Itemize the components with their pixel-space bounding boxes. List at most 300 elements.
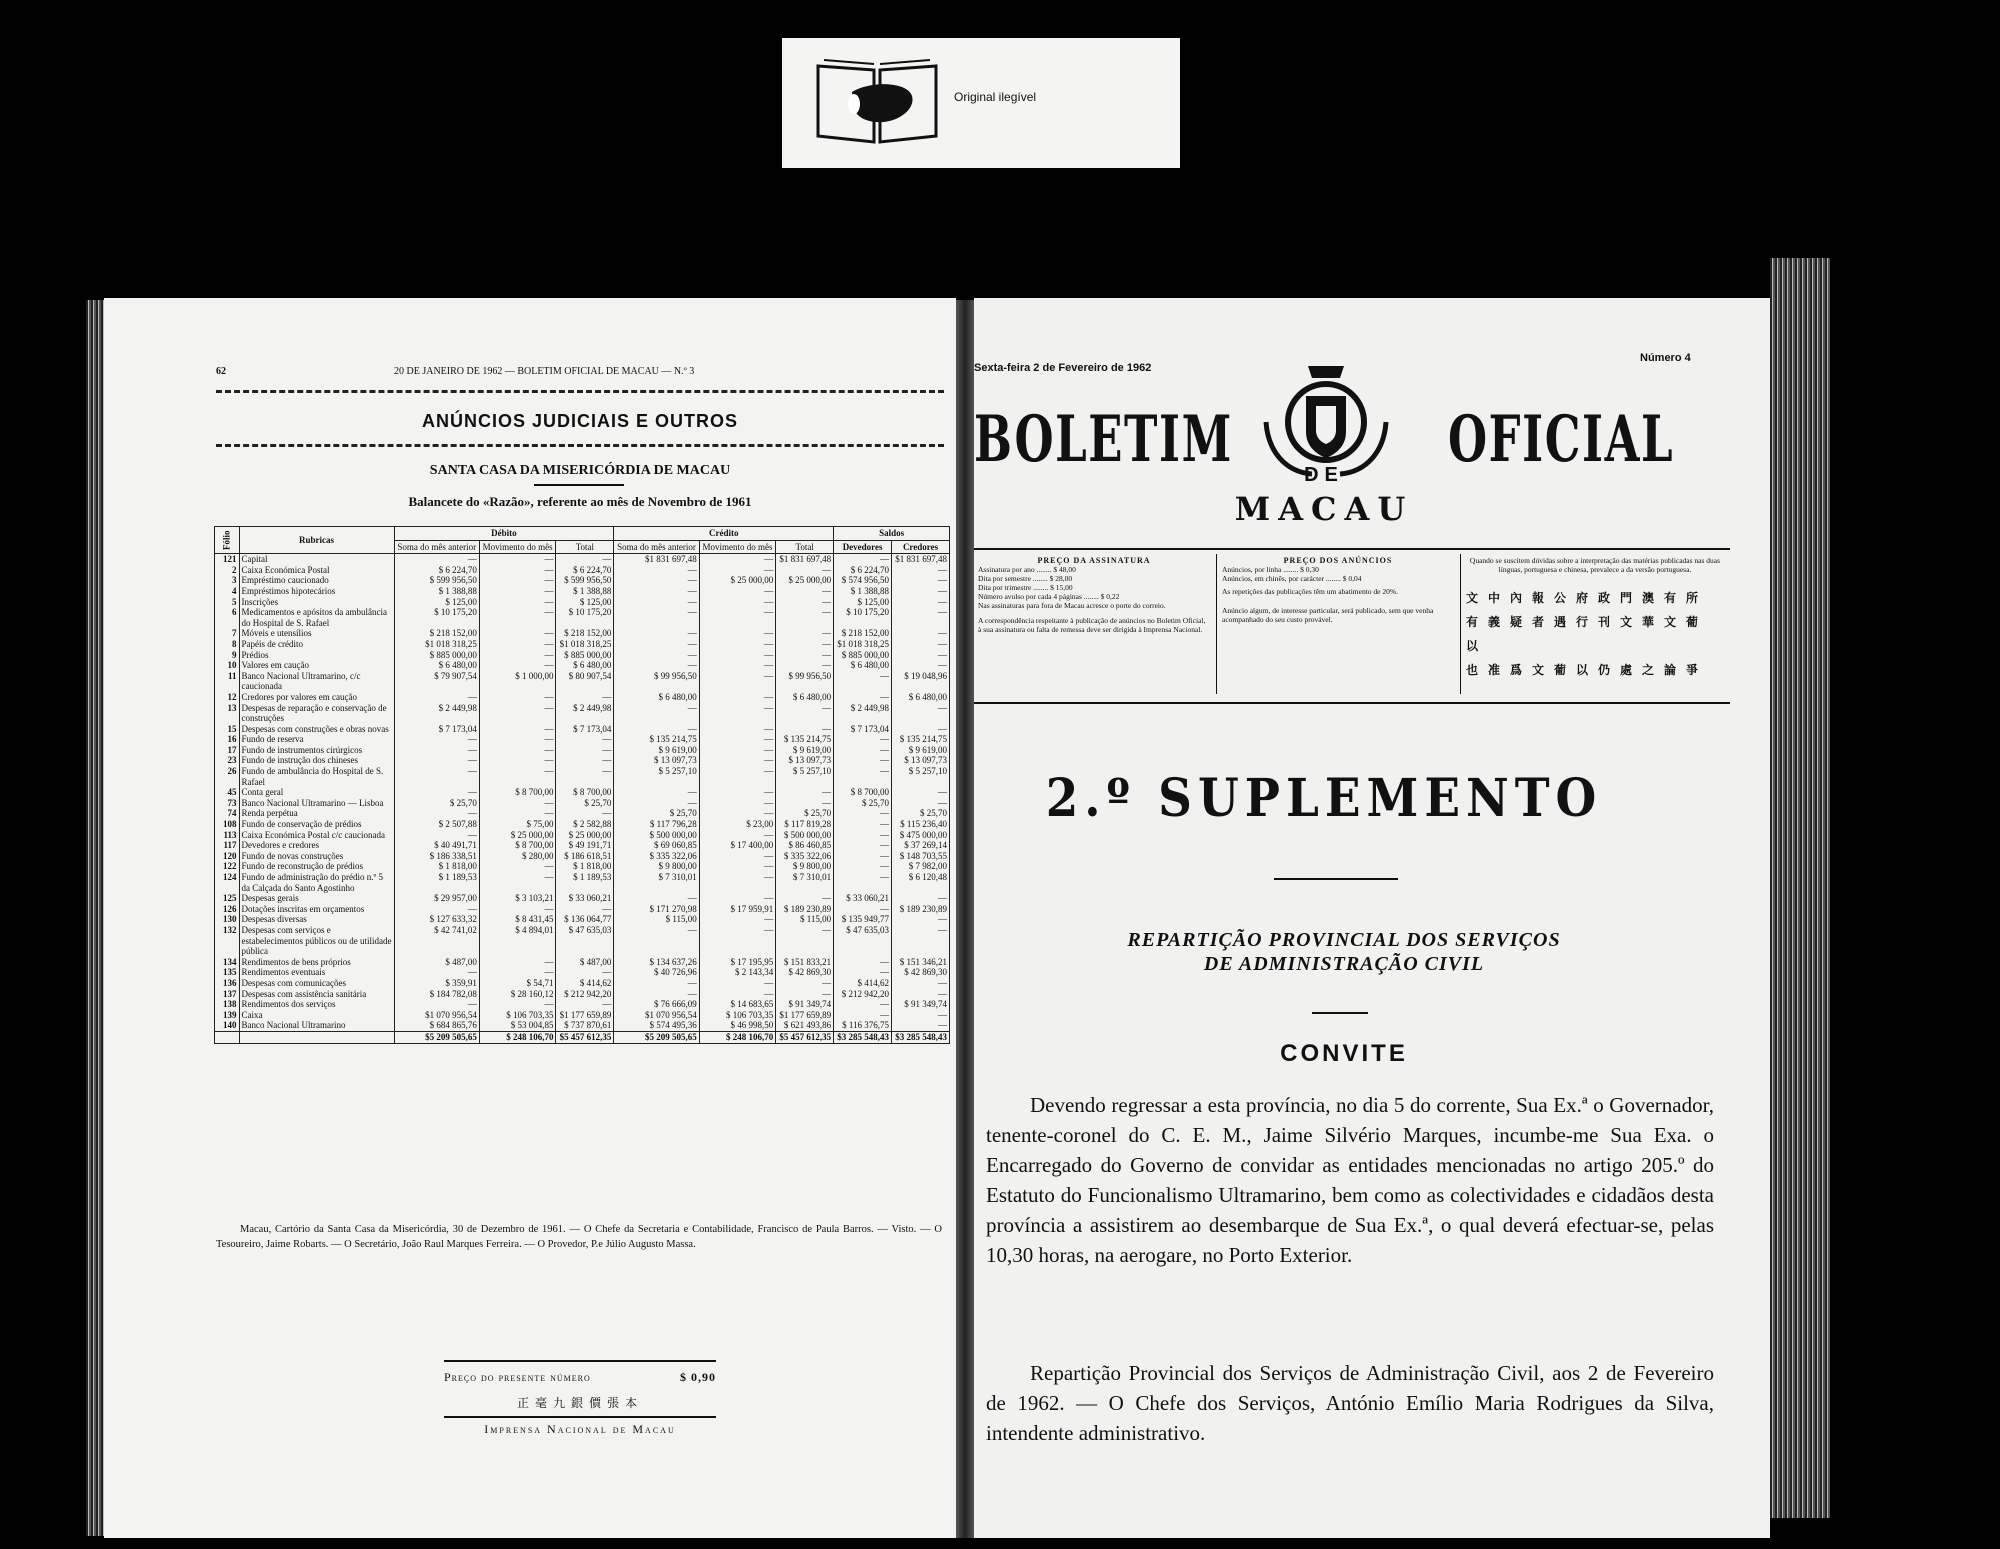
table-row <box>215 597 950 608</box>
info-divider <box>1460 554 1461 694</box>
amount-cell: — <box>394 766 479 787</box>
amount-cell: — <box>394 830 479 841</box>
amount-cell: — <box>394 755 479 766</box>
amount-cell: $ 33 060,21 <box>834 893 892 904</box>
amount-cell: $ 599 956,50 <box>394 575 479 586</box>
table-row <box>215 692 950 703</box>
amount-cell: $ 1 818,00 <box>556 861 614 872</box>
table-row <box>215 734 950 745</box>
amount-cell: $ 335 322,06 <box>776 851 834 862</box>
amount-cell: — <box>479 597 556 608</box>
amount-cell: $1 018 318,25 <box>834 639 892 650</box>
amount-cell: — <box>479 703 556 724</box>
ads-line: Anúncios, por linha ........ $ 0,30 <box>1222 565 1319 574</box>
amount-cell: $ 737 870,61 <box>556 1020 614 1031</box>
folio-cell: 6 <box>215 607 240 628</box>
supplement-title: 2.º SUPLEMENTO <box>1045 768 1603 829</box>
amount-cell: $ 7 173,04 <box>834 724 892 735</box>
amount-cell: — <box>614 925 699 957</box>
amount-cell: $1 177 659,89 <box>776 1010 834 1021</box>
rubrica-cell: Prédios <box>239 650 394 661</box>
amount-cell: $ 7 173,04 <box>556 724 614 735</box>
amount-cell: $ 9 800,00 <box>776 861 834 872</box>
folio-cell: 130 <box>215 914 240 925</box>
amount-cell: — <box>834 957 892 968</box>
amount-cell: — <box>699 851 776 862</box>
amount-cell: $ 25,70 <box>614 808 699 819</box>
language-notice-box <box>1466 556 1724 682</box>
amount-cell: $ 212 942,20 <box>556 989 614 1000</box>
slip-label: Original ilegível <box>954 90 1037 104</box>
amount-cell: — <box>699 607 776 628</box>
amount-cell: — <box>834 830 892 841</box>
rubrica-cell: Renda perpétua <box>239 808 394 819</box>
col-debito-total: Total <box>556 540 614 554</box>
amount-cell: $ 135 949,77 <box>834 914 892 925</box>
amount-cell: — <box>614 893 699 904</box>
table-row <box>215 628 950 639</box>
open-book-icon <box>812 52 942 148</box>
right-page <box>974 298 1770 1538</box>
amount-cell: — <box>479 639 556 650</box>
amount-cell: $ 136 064,77 <box>556 914 614 925</box>
total-cell: $3 285 548,43 <box>892 1031 950 1043</box>
amount-cell: $ 2 449,98 <box>556 703 614 724</box>
folio-cell: 10 <box>215 660 240 671</box>
amount-cell: — <box>394 808 479 819</box>
folio-cell: 73 <box>215 798 240 809</box>
amount-cell: $ 599 956,50 <box>556 575 614 586</box>
language-notice: Quando se suscitem dúvidas sobre a interpretação das matérias publicadas nas duas línguas, portuguesa e chinesa, prevalece a da versão portuguesa. <box>1469 556 1721 574</box>
amount-cell: $ 6 480,00 <box>892 692 950 703</box>
amount-cell: — <box>834 819 892 830</box>
amount-cell: $ 1 189,53 <box>556 872 614 893</box>
rubrica-cell: Fundo de ambulância do Hospital de S. Rafael <box>239 766 394 787</box>
department-line: DE ADMINISTRAÇÃO CIVIL <box>1203 953 1485 975</box>
ads-price-box <box>1222 556 1454 624</box>
folio-cell: 132 <box>215 925 240 957</box>
subscription-line: A correspondência respeitante à publicação de anúncios no Boletim Oficial, à sua assinatura ou falta de remessa deve ser dirigida à Imprensa Nacional. <box>978 616 1206 634</box>
table-row <box>215 872 950 893</box>
issue-date: Sexta-feira 2 de Fevereiro de 1962 <box>974 362 1152 374</box>
amount-cell: $ 186 338,51 <box>394 851 479 862</box>
amount-cell: — <box>479 808 556 819</box>
amount-cell: — <box>776 787 834 798</box>
total-cell: $3 285 548,43 <box>834 1031 892 1043</box>
rubrica-cell: Fundo de conservação de prédios <box>239 819 394 830</box>
amount-cell: — <box>614 798 699 809</box>
amount-cell: — <box>556 745 614 756</box>
amount-cell: — <box>699 597 776 608</box>
rubrica-cell: Fundo de novas construções <box>239 851 394 862</box>
left-page <box>104 298 956 1538</box>
amount-cell: — <box>834 967 892 978</box>
institution-name: SANTA CASA DA MISERICÓRDIA DE MACAU <box>429 463 731 478</box>
rubrica-cell: Móveis e utensílios <box>239 628 394 639</box>
amount-cell: — <box>776 628 834 639</box>
table-row <box>215 989 950 1000</box>
amount-cell: — <box>556 554 614 565</box>
amount-cell: $ 8 700,00 <box>479 787 556 798</box>
rubrica-cell: Despesas diversas <box>239 914 394 925</box>
amount-cell: — <box>776 703 834 724</box>
folio-cell: 137 <box>215 989 240 1000</box>
folio-cell: 121 <box>215 554 240 565</box>
group-credito: Crédito <box>614 527 834 541</box>
amount-cell: $ 135 214,75 <box>776 734 834 745</box>
rubrica-cell: Empréstimo caucionado <box>239 575 394 586</box>
amount-cell: $ 42 869,30 <box>892 967 950 978</box>
amount-cell: $ 6 480,00 <box>834 660 892 671</box>
amount-cell: $ 117 819,28 <box>776 819 834 830</box>
amount-cell: $ 1 189,53 <box>394 872 479 893</box>
table-row <box>215 607 950 628</box>
running-head: 20 DE JANEIRO DE 1962 — BOLETIM OFICIAL DE MACAU — N.º 3 <box>394 366 695 377</box>
amount-cell: $ 25,70 <box>394 798 479 809</box>
rubrica-cell: Rendimentos de bens próprios <box>239 957 394 968</box>
col-debito-soma: Soma do mês anterior <box>394 540 479 554</box>
amount-cell: — <box>479 904 556 915</box>
total-cell: $5 209 505,65 <box>394 1031 479 1043</box>
amount-cell: $ 6 480,00 <box>776 692 834 703</box>
short-rule <box>534 484 624 486</box>
amount-cell: $ 19 048,96 <box>892 671 950 692</box>
amount-cell: $ 46 998,50 <box>699 1020 776 1031</box>
masthead-de: DE <box>1304 464 1344 486</box>
rubrica-cell: Medicamentos e apósitos da ambulância do Hospital de S. Rafael <box>239 607 394 628</box>
subscription-line: Nas assinaturas para fora de Macau acresce o porte do correio. <box>978 601 1166 610</box>
table-row <box>215 586 950 597</box>
amount-cell: — <box>699 872 776 893</box>
amount-cell: $ 91 349,74 <box>776 999 834 1010</box>
amount-cell: $ 6 480,00 <box>394 660 479 671</box>
amount-cell: — <box>394 554 479 565</box>
amount-cell: — <box>556 808 614 819</box>
folio-cell: 124 <box>215 872 240 893</box>
amount-cell: $ 280,00 <box>479 851 556 862</box>
amount-cell: $ 40 491,71 <box>394 840 479 851</box>
folio-cell: 7 <box>215 628 240 639</box>
folio-cell: 120 <box>215 851 240 862</box>
amount-cell: — <box>479 607 556 628</box>
total-cell: $ 248 106,70 <box>479 1031 556 1043</box>
amount-cell: — <box>892 586 950 597</box>
table-row <box>215 575 950 586</box>
amount-cell: $ 2 449,98 <box>394 703 479 724</box>
folio-cell: 2 <box>215 565 240 576</box>
rubrica-cell: Despesas com construções e obras novas <box>239 724 394 735</box>
amount-cell: — <box>834 692 892 703</box>
folio-cell: 135 <box>215 967 240 978</box>
table-row <box>215 904 950 915</box>
col-rubricas: Rubricas <box>239 527 394 554</box>
rubrica-cell: Caixa <box>239 1010 394 1021</box>
amount-cell: — <box>479 745 556 756</box>
amount-cell: $ 189 230,89 <box>776 904 834 915</box>
folio-cell: 23 <box>215 755 240 766</box>
rubrica-cell: Despesas com assistência sanitária <box>239 989 394 1000</box>
amount-cell: — <box>479 766 556 787</box>
rubrica-cell: Papéis de crédito <box>239 639 394 650</box>
amount-cell: $1 831 697,48 <box>892 554 950 565</box>
amount-cell: $ 885 000,00 <box>394 650 479 661</box>
folio-cell: 5 <box>215 597 240 608</box>
amount-cell: — <box>699 703 776 724</box>
amount-cell: $ 47 635,03 <box>556 925 614 957</box>
amount-cell: $ 29 957,00 <box>394 893 479 904</box>
amount-cell: $ 127 633,32 <box>394 914 479 925</box>
amount-cell: — <box>479 692 556 703</box>
table-footnote: Macau, Cartório da Santa Casa da Misericórdia, 30 de Dezembro de 1961. — O Chefe da Secretaria e Contabilidade, Francisco de Paula Barros. — Visto. — O Tesoureiro, Jaime Robarts. — O Secretário, João Raul Marques Ferreira. — O Provedor, P.e Júlio Augusto Massa. <box>216 1224 942 1250</box>
amount-cell: $ 106 703,35 <box>699 1010 776 1021</box>
amount-cell: — <box>834 745 892 756</box>
amount-cell: $ 42 869,30 <box>776 967 834 978</box>
amount-cell: — <box>892 914 950 925</box>
amount-cell: $ 33 060,21 <box>556 893 614 904</box>
price-label: Preço do presente número <box>444 1370 591 1384</box>
amount-cell: $ 1 388,88 <box>834 586 892 597</box>
amount-cell: — <box>479 755 556 766</box>
price-line <box>444 1370 716 1385</box>
amount-cell: — <box>834 851 892 862</box>
amount-cell: — <box>699 830 776 841</box>
amount-cell: $ 47 635,03 <box>834 925 892 957</box>
amount-cell: $ 49 191,71 <box>556 840 614 851</box>
subscription-line: Número avulso por cada 4 páginas ........ $ 0,22 <box>978 592 1120 601</box>
rubrica-cell: Banco Nacional Ultramarino <box>239 1020 394 1031</box>
amount-cell: — <box>834 808 892 819</box>
amount-cell: $ 75,00 <box>479 819 556 830</box>
amount-cell: — <box>394 692 479 703</box>
amount-cell: $ 8 700,00 <box>556 787 614 798</box>
folio-cell: 108 <box>215 819 240 830</box>
amount-cell: — <box>699 766 776 787</box>
subscription-line: Dita por semestre ........ $ 28,00 <box>978 574 1073 583</box>
amount-cell: — <box>394 745 479 756</box>
amount-cell: $ 2 143,34 <box>699 967 776 978</box>
amount-cell: — <box>892 650 950 661</box>
amount-cell: $ 25,70 <box>892 808 950 819</box>
amount-cell: — <box>892 575 950 586</box>
amount-cell: $ 135 214,75 <box>614 734 699 745</box>
amount-cell: $ 574 956,50 <box>834 575 892 586</box>
amount-cell: — <box>834 766 892 787</box>
amount-cell: — <box>699 565 776 576</box>
amount-cell: — <box>892 597 950 608</box>
amount-cell: $ 335 322,06 <box>614 851 699 862</box>
amount-cell: — <box>479 798 556 809</box>
amount-cell: — <box>776 893 834 904</box>
amount-cell: — <box>892 628 950 639</box>
page-number: 62 <box>216 366 226 377</box>
amount-cell: $ 7 310,01 <box>614 872 699 893</box>
balance-subtitle: Balancete do «Razão», referente ao mês de Novembro de 1961 <box>408 494 752 509</box>
rubrica-cell: Conta geral <box>239 787 394 798</box>
amount-cell: $ 621 493,86 <box>776 1020 834 1031</box>
right-page-edge <box>1770 258 1830 1518</box>
amount-cell: — <box>614 660 699 671</box>
imprint: Imprensa Nacional de Macau <box>484 1422 676 1436</box>
amount-cell: $ 10 175,20 <box>394 607 479 628</box>
amount-cell: $ 414,62 <box>834 978 892 989</box>
amount-cell: $ 218 152,00 <box>394 628 479 639</box>
amount-cell: $ 54,71 <box>479 978 556 989</box>
amount-cell: — <box>614 607 699 628</box>
department-line: REPARTIÇÃO PROVINCIAL DOS SERVIÇOS <box>1127 929 1561 951</box>
ads-title: PREÇO DOS ANÚNCIOS <box>1283 556 1393 565</box>
amount-cell: $ 6 480,00 <box>556 660 614 671</box>
amount-cell: $ 134 637,26 <box>614 957 699 968</box>
folio-cell: 16 <box>215 734 240 745</box>
amount-cell: — <box>614 724 699 735</box>
title-rule <box>1274 878 1398 880</box>
col-credito-total: Total <box>776 540 834 554</box>
price-box-top-rule <box>444 1360 716 1362</box>
dashed-rule-bottom <box>216 444 944 447</box>
amount-cell: $ 25 000,00 <box>479 830 556 841</box>
amount-cell: $ 116 376,75 <box>834 1020 892 1031</box>
rubrica-cell: Banco Nacional Ultramarino, c/c caucionada <box>239 671 394 692</box>
amount-cell: — <box>614 703 699 724</box>
department-name <box>994 928 1694 976</box>
amount-cell: $ 151 833,21 <box>776 957 834 968</box>
rubrica-cell: Dotações inscritas em orçamentos <box>239 904 394 915</box>
amount-cell: — <box>699 586 776 597</box>
group-saldos: Saldos <box>834 527 950 541</box>
amount-cell: $ 125,00 <box>394 597 479 608</box>
language-notice-chinese <box>1466 586 1724 682</box>
amount-cell: — <box>699 808 776 819</box>
amount-cell: — <box>834 840 892 851</box>
rubrica-cell: Valores em caução <box>239 660 394 671</box>
amount-cell: — <box>479 957 556 968</box>
amount-cell: — <box>834 671 892 692</box>
amount-cell: $ 86 460,85 <box>776 840 834 851</box>
amount-cell: $ 1 388,88 <box>394 586 479 597</box>
amount-cell: $ 151 346,21 <box>892 957 950 968</box>
amount-cell: $ 13 097,73 <box>892 755 950 766</box>
signature-paragraph: Repartição Provincial dos Serviços de Administração Civil, aos 2 de Fevereiro de 1962. — O Chefe dos Serviços, António Emílio Maria Rodrigues da Silva, intendente administrativo. <box>986 1361 1714 1445</box>
amount-cell: $ 6 120,48 <box>892 872 950 893</box>
amount-cell: — <box>892 565 950 576</box>
amount-cell: — <box>614 989 699 1000</box>
subscription-title: PREÇO DA ASSINATURA <box>1037 556 1151 565</box>
amount-cell: — <box>556 755 614 766</box>
amount-cell: $ 106 703,35 <box>479 1010 556 1021</box>
amount-cell: — <box>699 650 776 661</box>
amount-cell: — <box>776 586 834 597</box>
amount-cell: $ 17 959,91 <box>699 904 776 915</box>
amount-cell: $ 13 097,73 <box>776 755 834 766</box>
amount-cell: — <box>892 1020 950 1031</box>
folio-cell: 122 <box>215 861 240 872</box>
folio-cell: 15 <box>215 724 240 735</box>
amount-cell: $ 25 000,00 <box>699 575 776 586</box>
amount-cell: $ 23,00 <box>699 819 776 830</box>
rubrica-cell: Devedores e credores <box>239 840 394 851</box>
amount-cell: — <box>479 861 556 872</box>
amount-cell: $ 115,00 <box>776 914 834 925</box>
amount-cell: $ 7 982,00 <box>892 861 950 872</box>
amount-cell: — <box>776 724 834 735</box>
amount-cell: $ 5 257,10 <box>776 766 834 787</box>
amount-cell: $ 13 097,73 <box>614 755 699 766</box>
amount-cell: $1 831 697,48 <box>776 554 834 565</box>
amount-cell: $ 5 257,10 <box>614 766 699 787</box>
rubrica-cell: Fundo de reconstrução de prédios <box>239 861 394 872</box>
amount-cell: — <box>394 787 479 798</box>
illegible-original-slip <box>782 38 1180 168</box>
table-row <box>215 808 950 819</box>
table-row <box>215 766 950 787</box>
amount-cell: $ 487,00 <box>394 957 479 968</box>
amount-cell: — <box>892 787 950 798</box>
amount-cell: — <box>556 734 614 745</box>
folio-cell: 11 <box>215 671 240 692</box>
amount-cell: — <box>614 650 699 661</box>
table-row <box>215 957 950 968</box>
dashed-rule-top <box>216 390 944 393</box>
amount-cell: — <box>834 904 892 915</box>
amount-cell: — <box>556 904 614 915</box>
amount-cell: $ 1 000,00 <box>479 671 556 692</box>
amount-cell: — <box>614 597 699 608</box>
amount-cell: $ 8 431,45 <box>479 914 556 925</box>
folio-cell: 134 <box>215 957 240 968</box>
amount-cell: — <box>614 978 699 989</box>
folio-cell: 113 <box>215 830 240 841</box>
amount-cell: $ 218 152,00 <box>556 628 614 639</box>
amount-cell: $ 2 507,88 <box>394 819 479 830</box>
amount-cell: — <box>892 607 950 628</box>
table-row <box>215 650 950 661</box>
rubrica-cell: Despesas gerais <box>239 893 394 904</box>
amount-cell: $ 115 236,40 <box>892 819 950 830</box>
folio-cell: 45 <box>215 787 240 798</box>
table-row <box>215 724 950 735</box>
amount-cell: $ 80 907,54 <box>556 671 614 692</box>
amount-cell: $ 79 907,54 <box>394 671 479 692</box>
amount-cell: — <box>479 650 556 661</box>
issue-number: Número 4 <box>1640 352 1691 364</box>
amount-cell: $ 117 796,28 <box>614 819 699 830</box>
amount-cell: $ 1 388,88 <box>556 586 614 597</box>
amount-cell: — <box>834 999 892 1010</box>
folio-cell: 3 <box>215 575 240 586</box>
amount-cell: $ 574 495,36 <box>614 1020 699 1031</box>
amount-cell: $ 9 619,00 <box>614 745 699 756</box>
amount-cell: — <box>479 628 556 639</box>
amount-cell: $ 171 270,98 <box>614 904 699 915</box>
table-row <box>215 1010 950 1021</box>
col-credito-movimento: Movimento do mês <box>699 540 776 554</box>
amount-cell: $ 6 224,70 <box>556 565 614 576</box>
folio-cell: 140 <box>215 1020 240 1031</box>
table-row <box>215 639 950 650</box>
masthead-city: MACAU <box>1234 490 1414 528</box>
amount-cell: — <box>776 925 834 957</box>
amount-cell: — <box>699 787 776 798</box>
amount-cell: — <box>892 703 950 724</box>
amount-cell: $ 10 175,20 <box>834 607 892 628</box>
folio-cell: 138 <box>215 999 240 1010</box>
folio-cell: 17 <box>215 745 240 756</box>
col-debito-movimento: Movimento do mês <box>479 540 556 554</box>
price-chinese: 正毫九銀價張本 <box>516 1396 643 1410</box>
amount-cell: — <box>394 734 479 745</box>
price-value: $ 0,90 <box>680 1370 716 1384</box>
amount-cell: — <box>776 978 834 989</box>
